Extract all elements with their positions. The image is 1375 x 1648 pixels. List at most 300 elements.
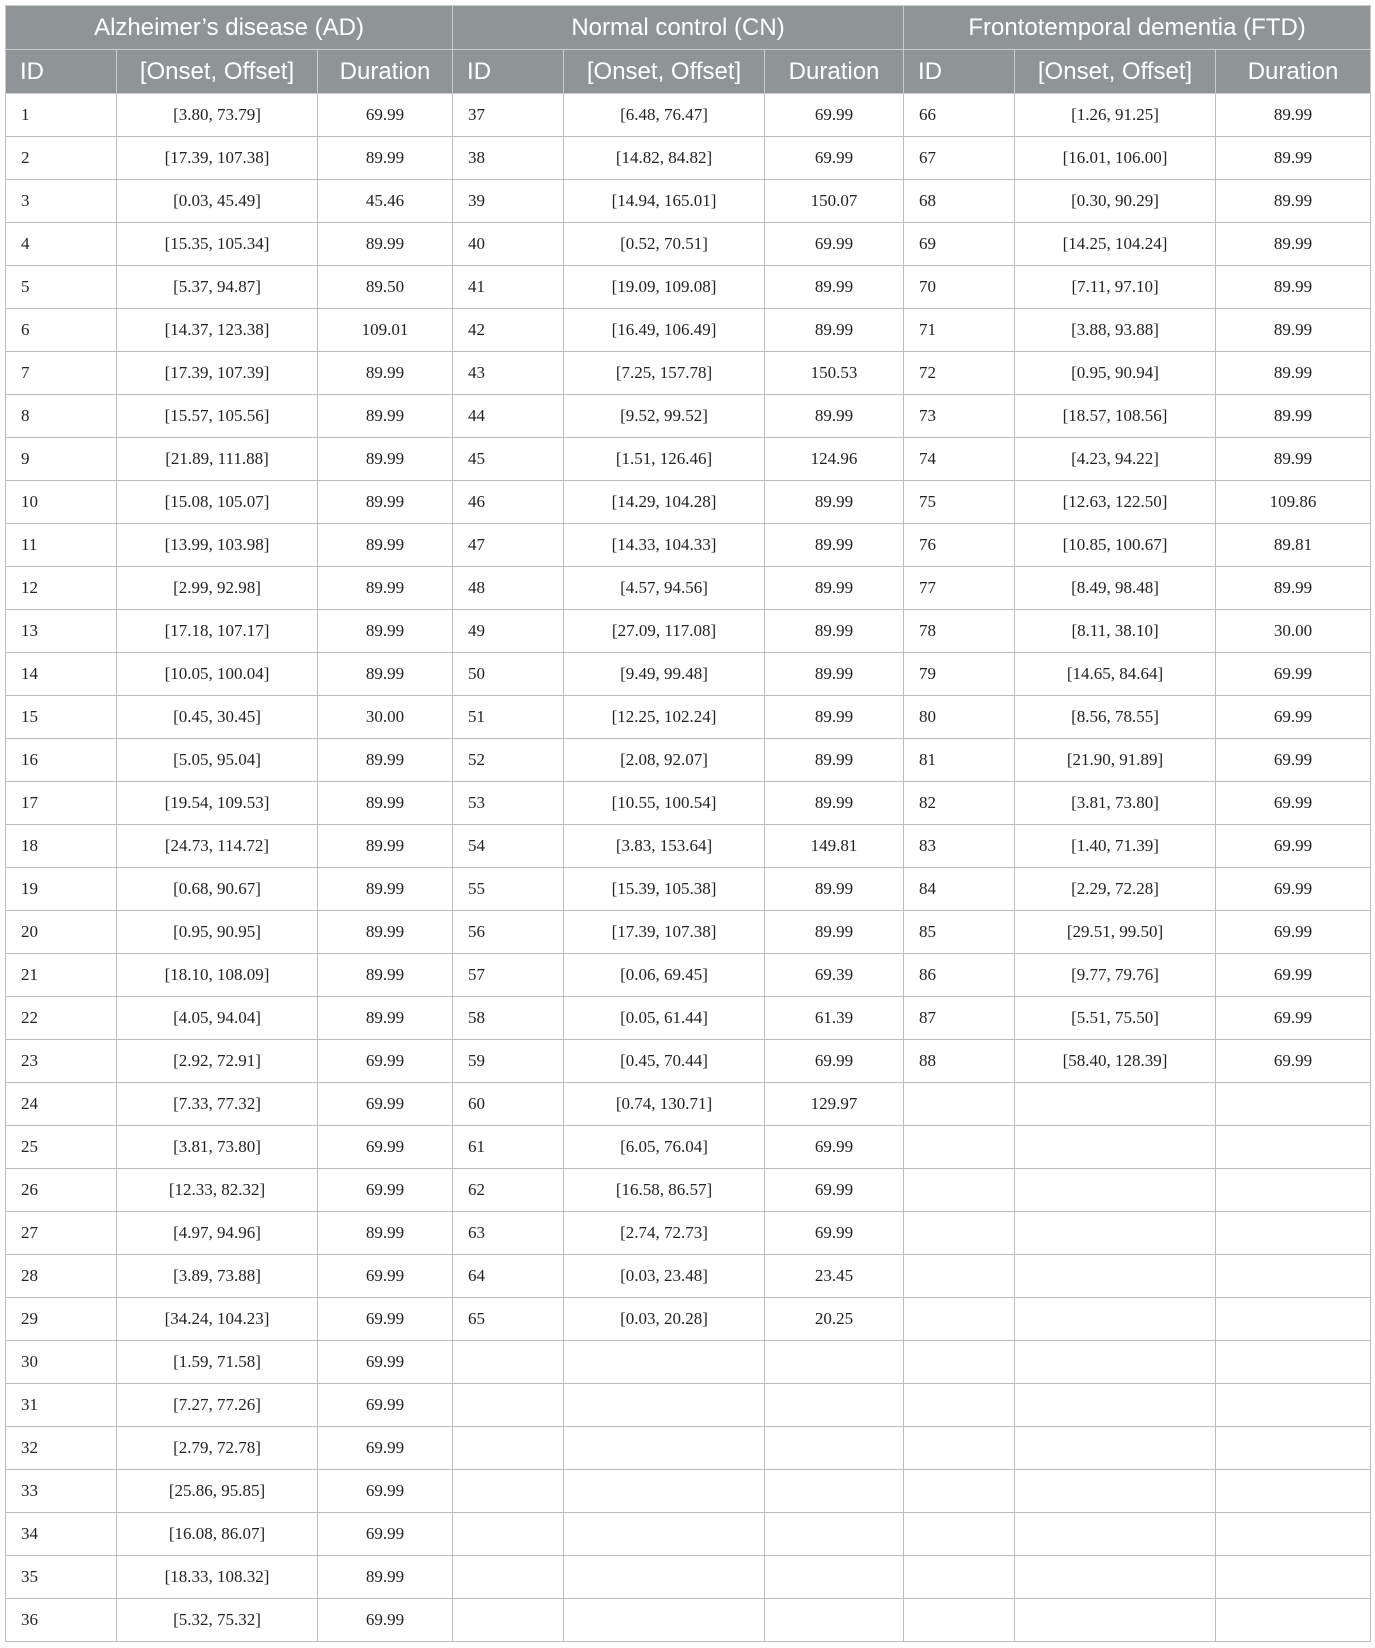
cn-id-cell: 50 [453, 653, 564, 696]
cn-duration-cell: 69.99 [765, 137, 904, 180]
cn-onset-offset-cell: [0.03, 20.28] [564, 1298, 765, 1341]
cn-onset-offset-cell [564, 1384, 765, 1427]
cn-onset-offset-cell: [27.09, 117.08] [564, 610, 765, 653]
cn-duration-cell: 89.99 [765, 696, 904, 739]
ftd-id-cell: 87 [904, 997, 1015, 1040]
ad-id-cell: 13 [6, 610, 117, 653]
column-header-duration: Duration [318, 50, 453, 94]
table-row [6, 1470, 1371, 1513]
ad-duration-cell: 89.99 [318, 954, 453, 997]
cn-onset-offset-cell: [3.83, 153.64] [564, 825, 765, 868]
ad-id-cell: 36 [6, 1599, 117, 1642]
ftd-onset-offset-cell: [1.40, 71.39] [1015, 825, 1216, 868]
ad-id-cell: 28 [6, 1255, 117, 1298]
cn-id-cell: 57 [453, 954, 564, 997]
ad-duration-cell: 89.99 [318, 1212, 453, 1255]
cn-id-cell [453, 1341, 564, 1384]
cn-onset-offset-cell: [14.82, 84.82] [564, 137, 765, 180]
ad-id-cell: 24 [6, 1083, 117, 1126]
ftd-duration-cell: 69.99 [1216, 911, 1371, 954]
cn-id-cell: 58 [453, 997, 564, 1040]
ftd-duration-cell: 69.99 [1216, 997, 1371, 1040]
ftd-id-cell: 67 [904, 137, 1015, 180]
cn-duration-cell: 149.81 [765, 825, 904, 868]
ad-onset-offset-cell: [1.59, 71.58] [117, 1341, 318, 1384]
ftd-id-cell: 74 [904, 438, 1015, 481]
ftd-onset-offset-cell: [2.29, 72.28] [1015, 868, 1216, 911]
cn-duration-cell: 23.45 [765, 1255, 904, 1298]
ftd-id-cell: 66 [904, 94, 1015, 137]
cn-onset-offset-cell: [16.58, 86.57] [564, 1169, 765, 1212]
cn-onset-offset-cell [564, 1599, 765, 1642]
table-row [6, 1040, 1371, 1083]
ftd-id-cell: 79 [904, 653, 1015, 696]
cn-onset-offset-cell: [2.08, 92.07] [564, 739, 765, 782]
ftd-id-cell [904, 1212, 1015, 1255]
cn-onset-offset-cell [564, 1556, 765, 1599]
ad-duration-cell: 69.99 [318, 1384, 453, 1427]
cn-id-cell: 56 [453, 911, 564, 954]
table-row [6, 610, 1371, 653]
cn-duration-cell: 124.96 [765, 438, 904, 481]
ftd-duration-cell [1216, 1298, 1371, 1341]
ftd-duration-cell: 89.99 [1216, 180, 1371, 223]
ftd-id-cell: 70 [904, 266, 1015, 309]
ad-duration-cell: 89.99 [318, 524, 453, 567]
cn-id-cell: 38 [453, 137, 564, 180]
ad-onset-offset-cell: [0.95, 90.95] [117, 911, 318, 954]
table-row [6, 1384, 1371, 1427]
ad-id-cell: 12 [6, 567, 117, 610]
ad-id-cell: 9 [6, 438, 117, 481]
table-row [6, 94, 1371, 137]
ad-onset-offset-cell: [5.32, 75.32] [117, 1599, 318, 1642]
ad-duration-cell: 89.99 [318, 653, 453, 696]
cn-id-cell: 46 [453, 481, 564, 524]
ftd-onset-offset-cell: [4.23, 94.22] [1015, 438, 1216, 481]
ad-onset-offset-cell: [3.81, 73.80] [117, 1126, 318, 1169]
table-row [6, 180, 1371, 223]
ftd-duration-cell [1216, 1212, 1371, 1255]
ftd-id-cell: 85 [904, 911, 1015, 954]
column-header-duration: Duration [1216, 50, 1371, 94]
recording-table [5, 5, 1371, 1642]
cn-onset-offset-cell: [10.55, 100.54] [564, 782, 765, 825]
column-header-id: ID [453, 50, 564, 94]
ad-onset-offset-cell: [17.39, 107.39] [117, 352, 318, 395]
cn-duration-cell: 89.99 [765, 868, 904, 911]
cn-duration-cell: 89.99 [765, 395, 904, 438]
table-row [6, 1212, 1371, 1255]
ftd-id-cell [904, 1169, 1015, 1212]
ad-duration-cell: 89.99 [318, 223, 453, 266]
ftd-id-cell: 81 [904, 739, 1015, 782]
ftd-onset-offset-cell: [12.63, 122.50] [1015, 481, 1216, 524]
column-header-duration: Duration [765, 50, 904, 94]
ad-id-cell: 6 [6, 309, 117, 352]
ad-id-cell: 3 [6, 180, 117, 223]
ad-onset-offset-cell: [25.86, 95.85] [117, 1470, 318, 1513]
ad-duration-cell: 69.99 [318, 1341, 453, 1384]
ftd-onset-offset-cell: [7.11, 97.10] [1015, 266, 1216, 309]
ftd-id-cell [904, 1083, 1015, 1126]
cn-duration-cell [765, 1384, 904, 1427]
cn-onset-offset-cell: [9.49, 99.48] [564, 653, 765, 696]
table-row [6, 137, 1371, 180]
ftd-duration-cell: 89.99 [1216, 352, 1371, 395]
ftd-duration-cell [1216, 1384, 1371, 1427]
cn-duration-cell [765, 1513, 904, 1556]
table-row [6, 954, 1371, 997]
ad-duration-cell: 69.99 [318, 1083, 453, 1126]
ad-id-cell: 33 [6, 1470, 117, 1513]
ftd-id-cell: 68 [904, 180, 1015, 223]
ad-id-cell: 18 [6, 825, 117, 868]
ad-id-cell: 32 [6, 1427, 117, 1470]
ad-id-cell: 7 [6, 352, 117, 395]
ad-onset-offset-cell: [0.03, 45.49] [117, 180, 318, 223]
ftd-duration-cell: 89.99 [1216, 137, 1371, 180]
ad-onset-offset-cell: [21.89, 111.88] [117, 438, 318, 481]
ad-onset-offset-cell: [2.92, 72.91] [117, 1040, 318, 1083]
table-row [6, 1599, 1371, 1642]
ad-onset-offset-cell: [7.27, 77.26] [117, 1384, 318, 1427]
ad-onset-offset-cell: [18.33, 108.32] [117, 1556, 318, 1599]
cn-duration-cell: 89.99 [765, 653, 904, 696]
ad-id-cell: 22 [6, 997, 117, 1040]
ftd-onset-offset-cell: [0.95, 90.94] [1015, 352, 1216, 395]
cn-onset-offset-cell: [9.52, 99.52] [564, 395, 765, 438]
ftd-id-cell [904, 1556, 1015, 1599]
cn-id-cell: 43 [453, 352, 564, 395]
ftd-duration-cell [1216, 1083, 1371, 1126]
ad-id-cell: 1 [6, 94, 117, 137]
ftd-duration-cell: 109.86 [1216, 481, 1371, 524]
cn-id-cell: 41 [453, 266, 564, 309]
ftd-onset-offset-cell [1015, 1255, 1216, 1298]
group-header-ad: Alzheimer’s disease (AD) [6, 6, 453, 50]
ad-onset-offset-cell: [34.24, 104.23] [117, 1298, 318, 1341]
ftd-id-cell: 76 [904, 524, 1015, 567]
cn-duration-cell: 89.99 [765, 309, 904, 352]
cn-onset-offset-cell: [16.49, 106.49] [564, 309, 765, 352]
ftd-duration-cell [1216, 1513, 1371, 1556]
cn-id-cell [453, 1556, 564, 1599]
ftd-onset-offset-cell: [8.11, 38.10] [1015, 610, 1216, 653]
cn-onset-offset-cell: [0.52, 70.51] [564, 223, 765, 266]
table-row [6, 1341, 1371, 1384]
ftd-id-cell [904, 1384, 1015, 1427]
cn-onset-offset-cell: [2.74, 72.73] [564, 1212, 765, 1255]
cn-onset-offset-cell: [14.33, 104.33] [564, 524, 765, 567]
ftd-onset-offset-cell: [3.81, 73.80] [1015, 782, 1216, 825]
cn-duration-cell: 20.25 [765, 1298, 904, 1341]
ftd-id-cell: 71 [904, 309, 1015, 352]
cn-id-cell: 64 [453, 1255, 564, 1298]
cn-onset-offset-cell: [7.25, 157.78] [564, 352, 765, 395]
ftd-id-cell: 77 [904, 567, 1015, 610]
ad-duration-cell: 89.99 [318, 911, 453, 954]
ad-id-cell: 19 [6, 868, 117, 911]
ad-duration-cell: 69.99 [318, 1599, 453, 1642]
ftd-duration-cell: 89.99 [1216, 309, 1371, 352]
ftd-id-cell: 73 [904, 395, 1015, 438]
ftd-onset-offset-cell [1015, 1212, 1216, 1255]
cn-duration-cell [765, 1470, 904, 1513]
cn-duration-cell: 89.99 [765, 739, 904, 782]
cn-duration-cell: 89.99 [765, 911, 904, 954]
ftd-onset-offset-cell [1015, 1341, 1216, 1384]
cn-id-cell: 53 [453, 782, 564, 825]
ftd-id-cell: 86 [904, 954, 1015, 997]
ad-id-cell: 31 [6, 1384, 117, 1427]
cn-id-cell: 61 [453, 1126, 564, 1169]
group-header-ftd: Frontotemporal dementia (FTD) [904, 6, 1371, 50]
ad-id-cell: 29 [6, 1298, 117, 1341]
ad-duration-cell: 89.50 [318, 266, 453, 309]
cn-id-cell: 62 [453, 1169, 564, 1212]
cn-onset-offset-cell: [19.09, 109.08] [564, 266, 765, 309]
ftd-onset-offset-cell: [3.88, 93.88] [1015, 309, 1216, 352]
table-row [6, 997, 1371, 1040]
table-row [6, 1083, 1371, 1126]
cn-onset-offset-cell: [14.94, 165.01] [564, 180, 765, 223]
ad-id-cell: 23 [6, 1040, 117, 1083]
ad-duration-cell: 89.99 [318, 567, 453, 610]
table-row [6, 567, 1371, 610]
table-row [6, 1255, 1371, 1298]
ftd-onset-offset-cell [1015, 1169, 1216, 1212]
ftd-onset-offset-cell: [10.85, 100.67] [1015, 524, 1216, 567]
ftd-onset-offset-cell: [9.77, 79.76] [1015, 954, 1216, 997]
ftd-duration-cell: 69.99 [1216, 1040, 1371, 1083]
cn-duration-cell: 69.99 [765, 1040, 904, 1083]
ftd-onset-offset-cell: [29.51, 99.50] [1015, 911, 1216, 954]
ad-duration-cell: 69.99 [318, 1040, 453, 1083]
ad-onset-offset-cell: [15.08, 105.07] [117, 481, 318, 524]
ad-duration-cell: 89.99 [318, 137, 453, 180]
ad-id-cell: 8 [6, 395, 117, 438]
cn-onset-offset-cell: [6.48, 76.47] [564, 94, 765, 137]
ad-id-cell: 17 [6, 782, 117, 825]
ad-onset-offset-cell: [3.89, 73.88] [117, 1255, 318, 1298]
ad-onset-offset-cell: [4.97, 94.96] [117, 1212, 318, 1255]
cn-id-cell: 65 [453, 1298, 564, 1341]
table-row [6, 653, 1371, 696]
ftd-onset-offset-cell [1015, 1599, 1216, 1642]
ftd-id-cell [904, 1513, 1015, 1556]
cn-onset-offset-cell: [6.05, 76.04] [564, 1126, 765, 1169]
column-header-onset-offset: [Onset, Offset] [117, 50, 318, 94]
cn-id-cell: 52 [453, 739, 564, 782]
ftd-id-cell: 72 [904, 352, 1015, 395]
ad-duration-cell: 89.99 [318, 481, 453, 524]
cn-duration-cell: 89.99 [765, 567, 904, 610]
ftd-id-cell [904, 1341, 1015, 1384]
ftd-id-cell: 84 [904, 868, 1015, 911]
table-row [6, 352, 1371, 395]
table-row [6, 395, 1371, 438]
ftd-duration-cell [1216, 1255, 1371, 1298]
cn-onset-offset-cell [564, 1341, 765, 1384]
ad-onset-offset-cell: [19.54, 109.53] [117, 782, 318, 825]
cn-duration-cell: 69.99 [765, 1126, 904, 1169]
table-row [6, 1556, 1371, 1599]
ad-duration-cell: 89.99 [318, 997, 453, 1040]
ad-id-cell: 27 [6, 1212, 117, 1255]
ftd-duration-cell [1216, 1427, 1371, 1470]
ftd-id-cell [904, 1599, 1015, 1642]
cn-onset-offset-cell: [0.03, 23.48] [564, 1255, 765, 1298]
ad-duration-cell: 89.99 [318, 1556, 453, 1599]
ftd-duration-cell [1216, 1341, 1371, 1384]
cn-id-cell: 49 [453, 610, 564, 653]
cn-duration-cell: 69.99 [765, 1212, 904, 1255]
ftd-onset-offset-cell: [1.26, 91.25] [1015, 94, 1216, 137]
cn-id-cell: 60 [453, 1083, 564, 1126]
ad-id-cell: 25 [6, 1126, 117, 1169]
ftd-onset-offset-cell: [14.65, 84.64] [1015, 653, 1216, 696]
ad-onset-offset-cell: [2.99, 92.98] [117, 567, 318, 610]
column-header-onset-offset: [Onset, Offset] [1015, 50, 1216, 94]
table-row [6, 782, 1371, 825]
ftd-onset-offset-cell: [8.49, 98.48] [1015, 567, 1216, 610]
ad-onset-offset-cell: [3.80, 73.79] [117, 94, 318, 137]
ftd-duration-cell: 89.99 [1216, 438, 1371, 481]
cn-id-cell [453, 1599, 564, 1642]
ftd-duration-cell [1216, 1556, 1371, 1599]
ad-duration-cell: 89.99 [318, 868, 453, 911]
cn-duration-cell: 69.39 [765, 954, 904, 997]
ftd-onset-offset-cell [1015, 1126, 1216, 1169]
ad-duration-cell: 69.99 [318, 1513, 453, 1556]
ad-onset-offset-cell: [24.73, 114.72] [117, 825, 318, 868]
cn-id-cell: 44 [453, 395, 564, 438]
ad-id-cell: 14 [6, 653, 117, 696]
group-header-row [6, 6, 1371, 50]
ad-onset-offset-cell: [2.79, 72.78] [117, 1427, 318, 1470]
ad-onset-offset-cell: [0.68, 90.67] [117, 868, 318, 911]
ad-duration-cell: 89.99 [318, 610, 453, 653]
ad-onset-offset-cell: [15.57, 105.56] [117, 395, 318, 438]
ad-duration-cell: 89.99 [318, 352, 453, 395]
ad-onset-offset-cell: [10.05, 100.04] [117, 653, 318, 696]
ad-onset-offset-cell: [17.39, 107.38] [117, 137, 318, 180]
ad-onset-offset-cell: [16.08, 86.07] [117, 1513, 318, 1556]
cn-id-cell [453, 1427, 564, 1470]
ftd-onset-offset-cell: [14.25, 104.24] [1015, 223, 1216, 266]
cn-id-cell: 55 [453, 868, 564, 911]
ftd-id-cell [904, 1126, 1015, 1169]
ftd-id-cell: 69 [904, 223, 1015, 266]
cn-onset-offset-cell: [15.39, 105.38] [564, 868, 765, 911]
cn-id-cell: 45 [453, 438, 564, 481]
ftd-duration-cell: 69.99 [1216, 954, 1371, 997]
ftd-id-cell [904, 1427, 1015, 1470]
ad-id-cell: 11 [6, 524, 117, 567]
ftd-duration-cell: 69.99 [1216, 696, 1371, 739]
table-row [6, 1427, 1371, 1470]
ad-onset-offset-cell: [0.45, 30.45] [117, 696, 318, 739]
table-body [6, 94, 1371, 1642]
cn-onset-offset-cell [564, 1470, 765, 1513]
ftd-duration-cell: 89.99 [1216, 94, 1371, 137]
ad-id-cell: 10 [6, 481, 117, 524]
ftd-onset-offset-cell [1015, 1384, 1216, 1427]
cn-onset-offset-cell: [0.45, 70.44] [564, 1040, 765, 1083]
ftd-duration-cell: 69.99 [1216, 868, 1371, 911]
column-header-onset-offset: [Onset, Offset] [564, 50, 765, 94]
ftd-duration-cell [1216, 1470, 1371, 1513]
cn-id-cell: 39 [453, 180, 564, 223]
ad-duration-cell: 69.99 [318, 1427, 453, 1470]
ad-onset-offset-cell: [12.33, 82.32] [117, 1169, 318, 1212]
cn-duration-cell [765, 1427, 904, 1470]
ftd-duration-cell: 89.81 [1216, 524, 1371, 567]
ftd-onset-offset-cell [1015, 1556, 1216, 1599]
ad-onset-offset-cell: [5.37, 94.87] [117, 266, 318, 309]
cn-onset-offset-cell: [17.39, 107.38] [564, 911, 765, 954]
ftd-duration-cell [1216, 1126, 1371, 1169]
ftd-id-cell: 78 [904, 610, 1015, 653]
cn-onset-offset-cell: [12.25, 102.24] [564, 696, 765, 739]
ad-id-cell: 4 [6, 223, 117, 266]
cn-id-cell [453, 1384, 564, 1427]
ad-onset-offset-cell: [4.05, 94.04] [117, 997, 318, 1040]
table-row [6, 223, 1371, 266]
ftd-onset-offset-cell [1015, 1513, 1216, 1556]
ad-duration-cell: 89.99 [318, 395, 453, 438]
table-row [6, 524, 1371, 567]
ad-duration-cell: 109.01 [318, 309, 453, 352]
ad-duration-cell: 69.99 [318, 1255, 453, 1298]
ad-duration-cell: 89.99 [318, 438, 453, 481]
ftd-onset-offset-cell: [5.51, 75.50] [1015, 997, 1216, 1040]
group-header-cn: Normal control (CN) [453, 6, 904, 50]
ad-id-cell: 34 [6, 1513, 117, 1556]
ad-id-cell: 20 [6, 911, 117, 954]
ftd-onset-offset-cell [1015, 1470, 1216, 1513]
ftd-id-cell: 88 [904, 1040, 1015, 1083]
ftd-duration-cell: 89.99 [1216, 223, 1371, 266]
table-row [6, 1126, 1371, 1169]
ftd-id-cell [904, 1298, 1015, 1341]
ftd-onset-offset-cell: [18.57, 108.56] [1015, 395, 1216, 438]
ad-duration-cell: 89.99 [318, 739, 453, 782]
cn-onset-offset-cell [564, 1427, 765, 1470]
ftd-duration-cell: 89.99 [1216, 266, 1371, 309]
ftd-onset-offset-cell: [8.56, 78.55] [1015, 696, 1216, 739]
cn-duration-cell [765, 1341, 904, 1384]
ad-duration-cell: 89.99 [318, 782, 453, 825]
cn-duration-cell: 89.99 [765, 610, 904, 653]
cn-onset-offset-cell [564, 1513, 765, 1556]
ftd-duration-cell: 69.99 [1216, 739, 1371, 782]
ad-onset-offset-cell: [18.10, 108.09] [117, 954, 318, 997]
column-header-id: ID [6, 50, 117, 94]
table-row [6, 825, 1371, 868]
cn-id-cell: 48 [453, 567, 564, 610]
ftd-onset-offset-cell: [16.01, 106.00] [1015, 137, 1216, 180]
cn-duration-cell: 89.99 [765, 524, 904, 567]
cn-duration-cell: 150.53 [765, 352, 904, 395]
ftd-onset-offset-cell: [21.90, 91.89] [1015, 739, 1216, 782]
ad-duration-cell: 69.99 [318, 1470, 453, 1513]
ad-duration-cell: 69.99 [318, 94, 453, 137]
cn-duration-cell: 69.99 [765, 94, 904, 137]
column-header-id: ID [904, 50, 1015, 94]
ad-id-cell: 15 [6, 696, 117, 739]
